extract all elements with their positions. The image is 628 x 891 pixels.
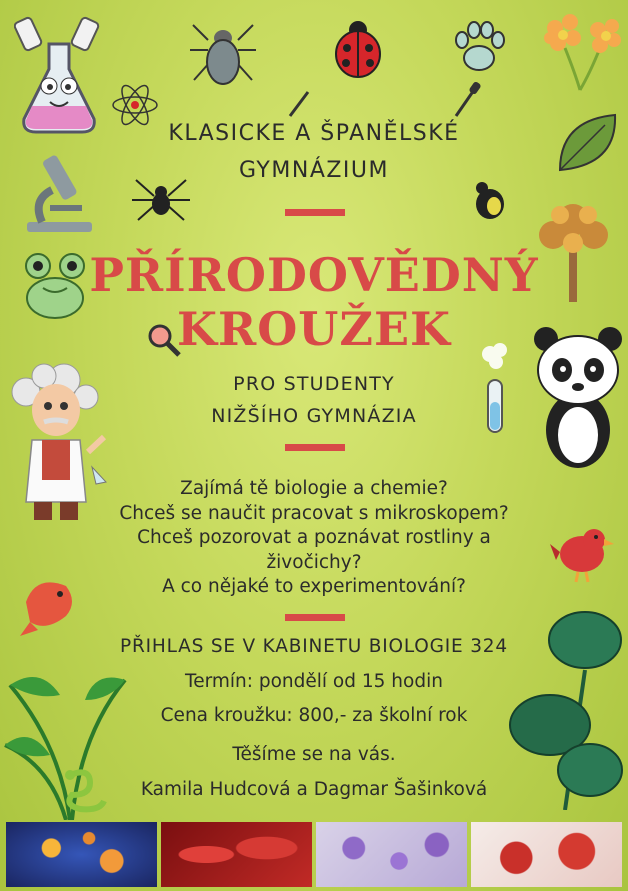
school-line-2: GYMNÁZIUM [238,158,390,183]
photo-strip [6,822,622,887]
tissue-photo [471,822,622,887]
divider-2 [285,444,345,451]
organizers: Kamila Hudcová a Dagmar Šašinková [140,779,488,800]
question-line: A co nějaké to experimentování? [162,576,466,597]
spider-icon [188,10,258,95]
flowers-icon [540,8,622,93]
bacteria-photo [316,822,467,887]
price-info: Cena kroužku: 800,- za školní rok [160,705,468,726]
audience-line-2: NIŽŠÍHO GYMNÁZIA [211,405,417,427]
question-line: Zajímá tě biologie a chemie? [180,478,448,499]
paw-print-icon [452,20,507,75]
ladybug-icon [332,18,384,80]
school-name [0,115,628,189]
term-info: Termín: pondělí od 15 hodin [185,671,443,692]
divider-3 [285,614,345,621]
audience [0,368,628,432]
signup-info: PŘIHLAS SE V KABINETU BIOLOGIE 324 [120,636,508,657]
page-title [0,248,628,356]
question-line: Chceš se naučit pracovat s mikroskopem? [119,502,509,524]
divider-1 [285,209,345,216]
dropper-icon [452,80,482,120]
dropper-icon [288,88,312,118]
title-line-1: PŘÍRODOVĚDNÝ [89,248,539,302]
questions [0,477,628,600]
question-line: živočichy? [266,551,362,573]
audience-line-1: PRO STUDENTY [233,373,395,395]
title-line-2: KROUŽEK [176,302,451,356]
cells-photo [6,822,157,887]
blood-cells-photo [161,822,312,887]
greeting: Těšíme se na vás. [232,744,396,765]
question-line: Chceš pozorovat a poznávat rostliny a [137,527,491,548]
school-line-1: KLASICKE A ŠPANĚLSKÉ [168,121,460,146]
